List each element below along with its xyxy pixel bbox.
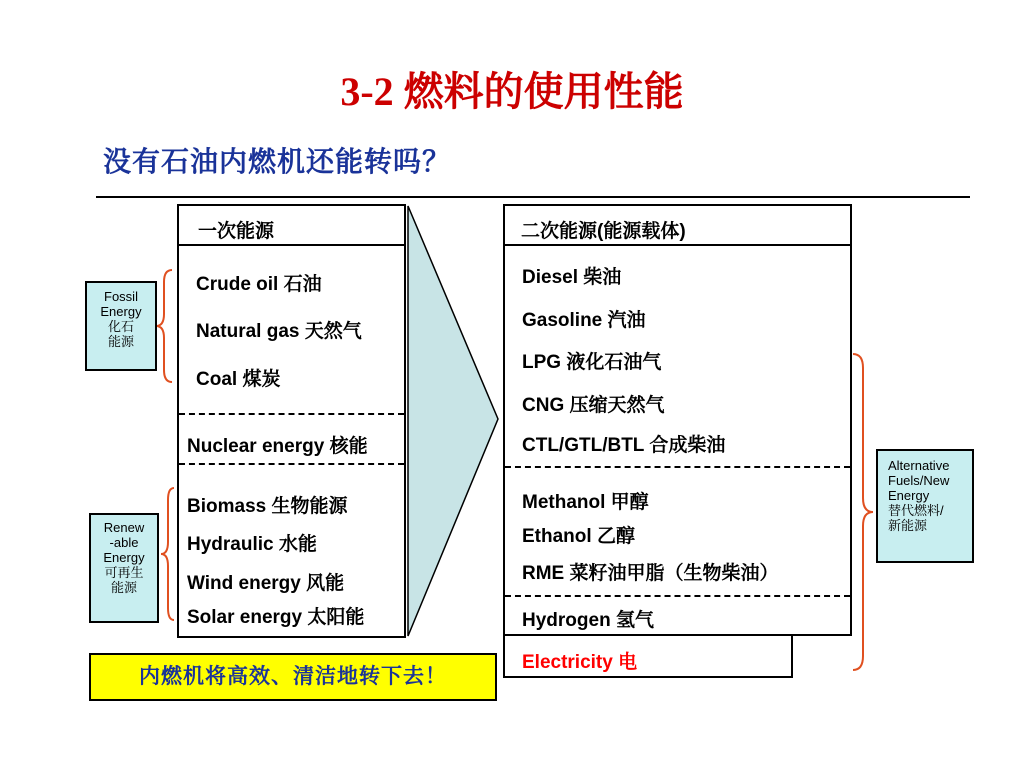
conversion-arrow bbox=[406, 204, 502, 638]
label-line: Energy bbox=[888, 488, 930, 503]
renewable-item: Solar energy 太阳能 bbox=[187, 607, 365, 628]
alcohol-item: RME 菜籽油甲脂（生物柴油） bbox=[522, 563, 779, 584]
electricity-box bbox=[503, 634, 793, 678]
label-line: Alternative bbox=[888, 458, 950, 473]
alcohol-item: Ethanol 乙醇 bbox=[522, 526, 635, 547]
renewable-energy-label bbox=[89, 513, 159, 623]
dashed-separator bbox=[505, 595, 850, 597]
label-line: -able bbox=[109, 535, 139, 550]
renewable-item: Wind energy 风能 bbox=[187, 573, 345, 594]
renewable-brace bbox=[158, 486, 178, 622]
fossil-item: Natural gas 天然气 bbox=[196, 321, 362, 342]
fossil-item: Crude oil 石油 bbox=[196, 274, 322, 295]
nuclear-item: Nuclear energy 核能 bbox=[187, 436, 368, 457]
fuel-item: Gasoline 汽油 bbox=[522, 310, 646, 331]
alcohol-item: Methanol 甲醇 bbox=[522, 492, 649, 513]
header-separator bbox=[505, 244, 850, 246]
alternative-fuels-label bbox=[876, 449, 974, 563]
label-line: 新能源 bbox=[888, 518, 928, 533]
conclusion-banner: 内燃机将高效、清洁地转下去！ bbox=[89, 653, 497, 701]
hydrogen-item: Hydrogen 氢气 bbox=[522, 610, 654, 631]
label-line: Fossil bbox=[104, 289, 138, 304]
secondary-energy-box bbox=[503, 204, 852, 636]
alternative-brace bbox=[850, 352, 876, 672]
dashed-separator bbox=[179, 413, 404, 415]
fossil-energy-label bbox=[85, 281, 157, 371]
page-title: 3-2 燃料的使用性能 bbox=[340, 69, 684, 114]
primary-header: 一次能源 bbox=[198, 221, 275, 242]
label-line: 能源 bbox=[110, 580, 137, 595]
label-line: Renew bbox=[103, 520, 145, 535]
renewable-item: Biomass 生物能源 bbox=[187, 496, 348, 517]
label-line: 能源 bbox=[107, 334, 134, 349]
header-separator bbox=[179, 244, 404, 246]
label-line: 可再生 bbox=[104, 565, 144, 580]
fuel-item: LPG 液化石油气 bbox=[522, 352, 662, 373]
electricity-item: Electricity 电 bbox=[522, 652, 638, 673]
page-subtitle: 没有石油内燃机还能转吗？ bbox=[103, 146, 452, 177]
primary-energy-box bbox=[177, 204, 406, 638]
label-line: 化石 bbox=[107, 319, 134, 334]
renewable-item: Hydraulic 水能 bbox=[187, 534, 317, 555]
secondary-header: 二次能源(能源载体) bbox=[521, 221, 686, 242]
dashed-separator bbox=[505, 466, 850, 468]
label-line: Energy bbox=[103, 550, 145, 565]
fuel-item: CTL/GTL/BTL 合成柴油 bbox=[522, 435, 726, 456]
divider-line bbox=[96, 196, 970, 198]
fossil-item: Coal 煤炭 bbox=[196, 369, 281, 390]
dashed-separator bbox=[179, 463, 404, 465]
label-line: 替代燃料/ bbox=[888, 503, 944, 518]
fuel-item: Diesel 柴油 bbox=[522, 267, 622, 288]
label-line: Energy bbox=[100, 304, 142, 319]
fuel-item: CNG 压缩天然气 bbox=[522, 395, 665, 416]
label-line: Fuels/New bbox=[888, 473, 950, 488]
